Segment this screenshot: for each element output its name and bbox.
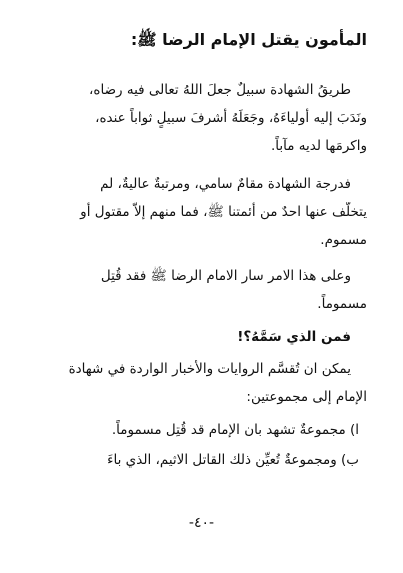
text-line-6: مسموم. [320,232,367,248]
text-line-2: ونَدَبَ إليه أولياءَهُ، وجَعَلَهُ أشرفَ سبيلٍ ثواباً عنده، [95,110,367,126]
text-line-3: واكرمَها لديه مآباً. [271,138,367,154]
page-number: -٤٠- [188,515,215,531]
text-line-8: مسموماً. [317,296,367,312]
text-line-7: وعلى هذا الامر سار الامام الرضا ﷺ فقد قُتِل [100,268,351,284]
text-line-5: يتخلَّف عنها احدٌ من أئمتنا ﷺ، فما منهم إلاّ مقتول أو [80,204,367,220]
text-line-11: الإمام إلى مجموعتين: [246,389,367,405]
text-line-1: طريقُ الشهادة سبيلٌ جعلَ اللهُ تعالى فيه رضاه، [89,82,351,98]
section-heading: المأمون يقتل الإمام الرضا ﷺ: [130,30,367,49]
text-line-10: يمكن ان تُقسَّم الروايات والأخبار الواردة في شهادة [68,361,351,377]
list-item-b: ب) ومجموعةٌ تُعيِّن ذلك القاتل الاثيم، الذي باءَ [107,452,359,468]
text-line-4: فدرجة الشهادة مقامٌ سامي، ومرتبةٌ عاليةٌ، لم [100,176,351,192]
subheading-question: فمن الذي سَمَّهُ؟! [237,329,351,345]
list-item-a: ا) مجموعةٌ تشهد بان الإمام قد قُتِل مسموماً. [111,422,359,438]
